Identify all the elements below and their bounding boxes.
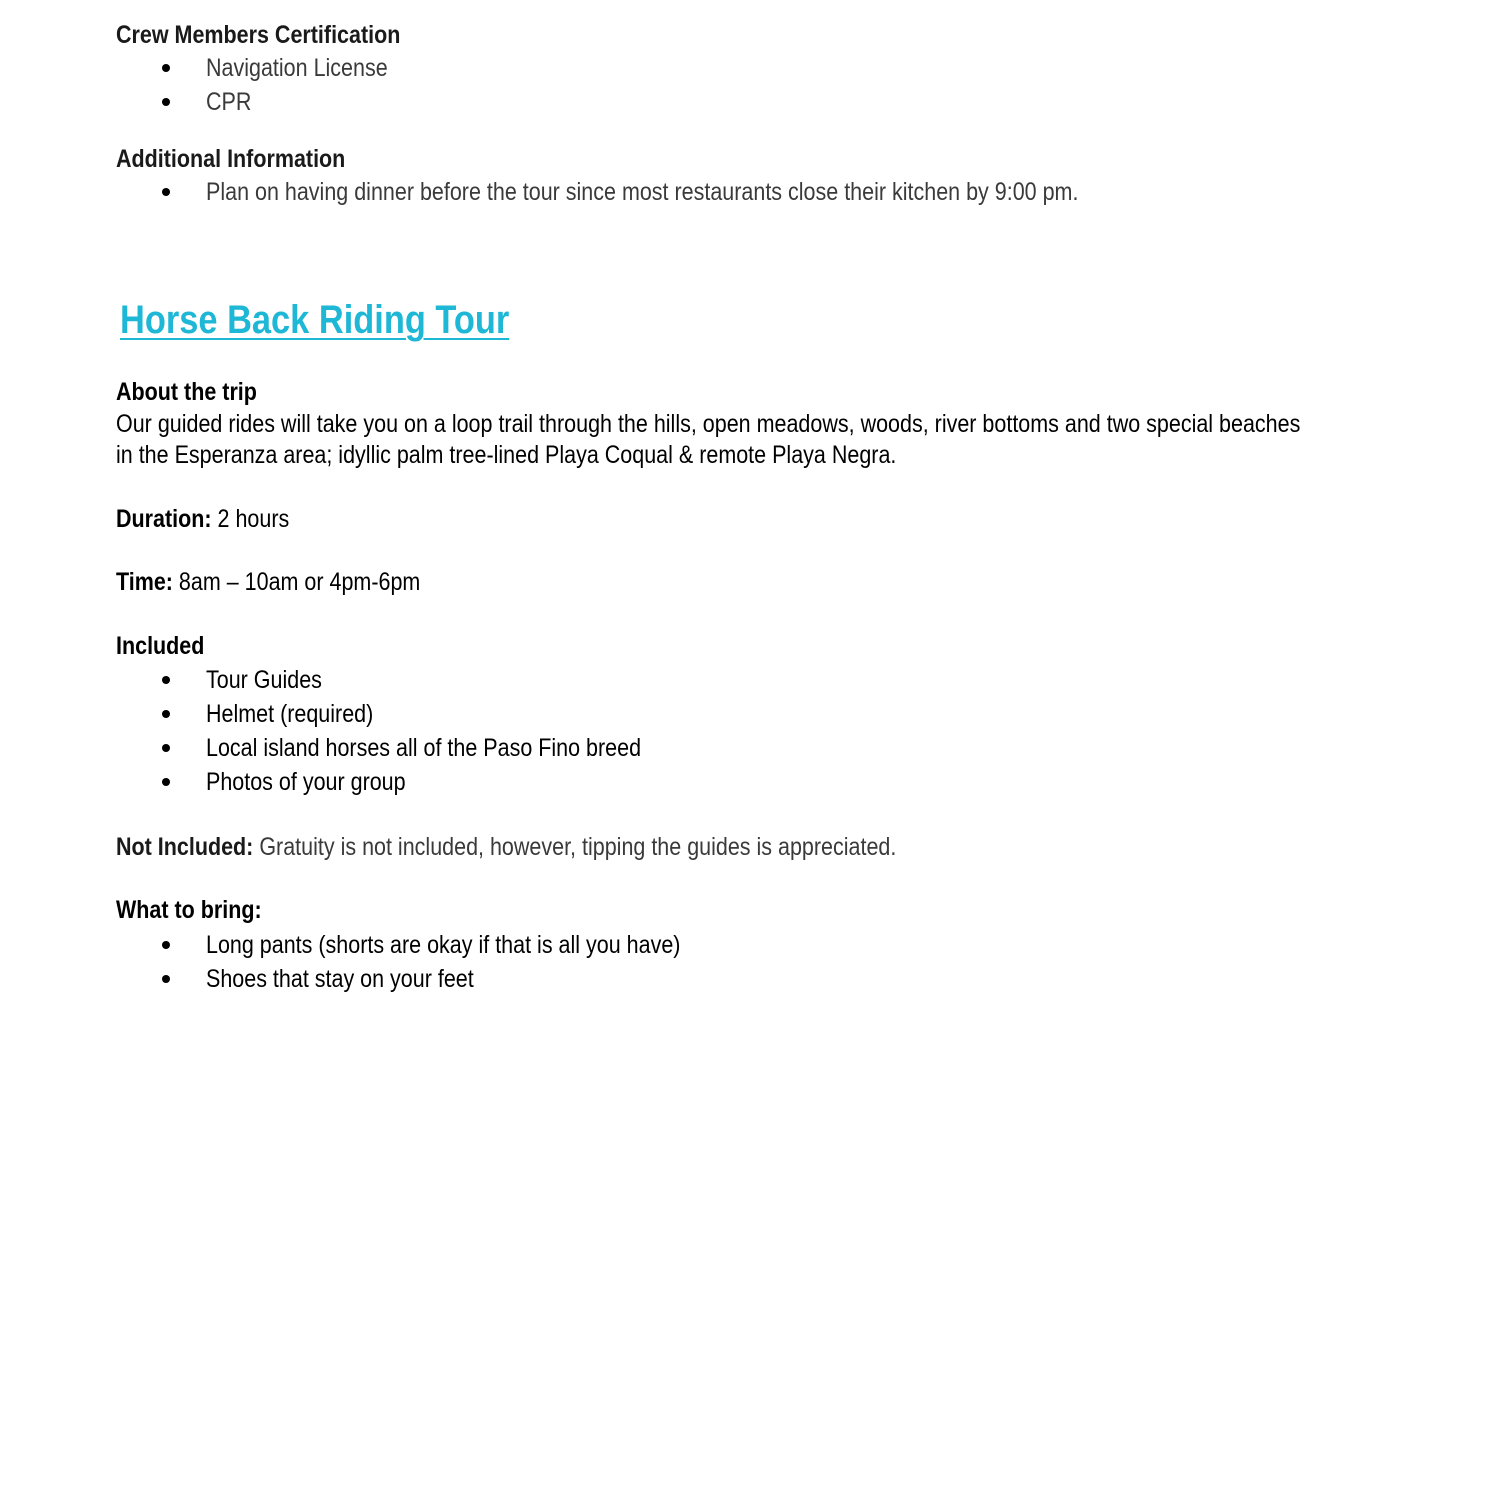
list-item: CPR: [116, 85, 1396, 119]
about-text-line-1: Our guided rides will take you on a loop trail through the hills, open meadows, woods, river bottoms and two special beaches: [116, 410, 1301, 438]
bullet-icon: [162, 778, 170, 786]
included-list: [116, 663, 1396, 799]
list-item: Helmet (required): [116, 697, 1396, 731]
not-included-row: [116, 832, 896, 863]
crew-heading: Crew Members Certification: [116, 21, 401, 49]
list-item: Photos of your group: [116, 765, 1396, 799]
about-heading: About the trip: [116, 378, 257, 406]
list-item: Navigation License: [116, 51, 1396, 85]
bullet-icon: [162, 744, 170, 752]
included-heading: Included: [116, 632, 205, 660]
not-included-value: Gratuity is not included, however, tipping the guides is appreciated.: [253, 833, 897, 861]
duration-value: 2 hours: [211, 505, 290, 533]
bring-heading: What to bring:: [116, 896, 262, 924]
list-item: Local island horses all of the Paso Fino breed: [116, 731, 1396, 765]
time-value: 8am – 10am or 4pm-6pm: [172, 568, 421, 596]
about-text-line-2: in the Esperanza area; idyllic palm tree-lined Playa Coqual & remote Playa Negra.: [116, 441, 897, 469]
bullet-icon: [162, 64, 170, 72]
bullet-icon: [162, 975, 170, 983]
bullet-icon: [162, 941, 170, 949]
bullet-icon: [162, 676, 170, 684]
list-item: Tour Guides: [116, 663, 1396, 697]
duration-row: [116, 504, 289, 535]
bullet-icon: [162, 98, 170, 106]
time-row: [116, 567, 420, 598]
time-label: Time:: [116, 568, 173, 596]
bullet-icon: [162, 710, 170, 718]
additional-heading: Additional Information: [116, 145, 346, 173]
bullet-icon: [162, 188, 170, 196]
list-item: Shoes that stay on your feet: [116, 962, 1396, 996]
bring-list: [116, 928, 1396, 996]
tour-title: Horse Back Riding Tour: [120, 298, 510, 342]
list-item: Plan on having dinner before the tour since most restaurants close their kitchen by 9:00 pm.: [116, 175, 1396, 209]
crew-list: [116, 51, 1396, 119]
additional-list: [116, 175, 1396, 209]
list-item: Long pants (shorts are okay if that is all you have): [116, 928, 1396, 962]
duration-label: Duration:: [116, 505, 212, 533]
not-included-label: Not Included:: [116, 833, 254, 861]
